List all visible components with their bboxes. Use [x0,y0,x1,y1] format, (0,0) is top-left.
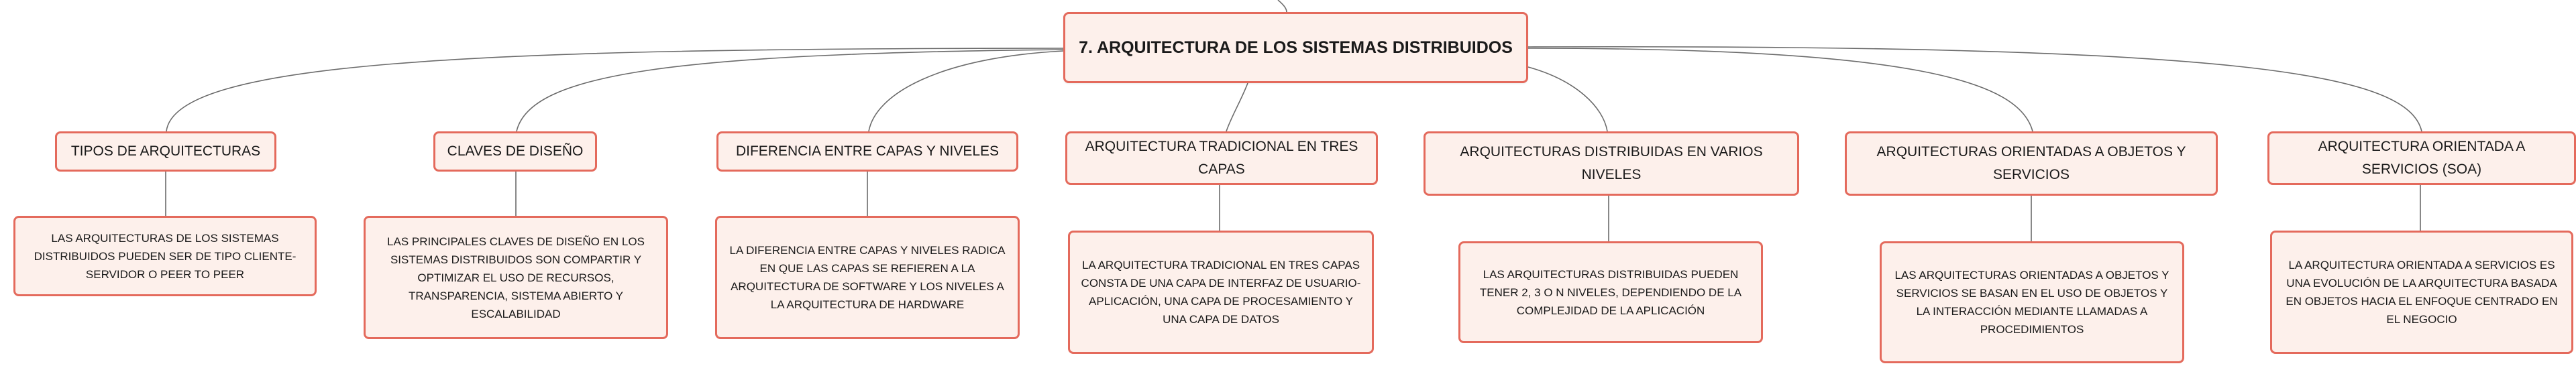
connector-root-to-topic-2 [517,50,1063,131]
description-text: LA ARQUITECTURA TRADICIONAL EN TRES CAPAS CONSTA DE UNA CAPA DE INTERFAZ DE USUARIO-APLICACIÓN, UNA CAPA DE PROCESAMIENTO Y UNA CAPA DE DATOS [1081,259,1361,326]
description-node-arquitecturas-orientadas-a-objetos-y-servicios[interactable] [1880,241,2184,363]
topic-node-arquitectura-tradicional-en-tres-capas[interactable] [1065,131,1378,185]
connector-root-to-topic-3 [869,51,1063,131]
description-text: LA ARQUITECTURA ORIENTADA A SERVICIOS ES UNA EVOLUCIÓN DE LA ARQUITECTURA BASADA EN OBJETOS HACIA EL ENFOQUE CENTRADO EN EL NEGOCIO [2286,259,2558,326]
topic-node-arquitecturas-distribuidas-en-varios-niveles[interactable] [1424,131,1799,196]
topic-title: ARQUITECTURAS ORIENTADAS A OBJETOS Y SERVICIOS [1876,144,2186,182]
topic-title: CLAVES DE DISEÑO [447,143,584,159]
topic-node-claves-de-diseno[interactable] [433,131,597,172]
topic-title: ARQUITECTURA TRADICIONAL EN TRES CAPAS [1085,139,1358,177]
topic-node-arquitecturas-orientadas-a-objetos-y-servicios[interactable] [1845,131,2218,196]
description-text: LAS PRINCIPALES CLAVES DE DISEÑO EN LOS SISTEMAS DISTRIBUIDOS SON COMPARTIR Y OPTIMIZAR EL USO DE RECURSOS, TRANSPARENCIA, SISTEMA ABIERTO Y ESCALABILIDAD [387,235,645,320]
description-node-diferencia-entre-capas-y-niveles[interactable] [715,216,1020,339]
topic-title: DIFERENCIA ENTRE CAPAS Y NIVELES [735,143,1000,159]
connector-root-incoming [1278,0,1287,12]
description-text: LAS ARQUITECTURAS ORIENTADAS A OBJETOS Y SERVICIOS SE BASAN EN EL USO DE OBJETOS Y LA INTERACCIÓN MEDIANTE LLAMADAS A PROCEDIMIENTOS [1894,269,2169,336]
topic-title: ARQUITECTURA ORIENTADA A SERVICIOS (SOA) [2318,139,2526,177]
description-node-claves-de-diseno[interactable] [364,216,668,339]
description-node-arquitectura-orientada-a-servicios-soa[interactable] [2270,231,2573,354]
topic-title: ARQUITECTURAS DISTRIBUIDAS EN VARIOS NIVELES [1460,144,1763,182]
topic-node-diferencia-entre-capas-y-niveles[interactable] [716,131,1018,172]
connector-root-to-topic-5 [1528,67,1607,131]
connector-root-to-topic-1 [166,48,1063,131]
connector-root-to-topic-7 [1528,47,2422,131]
root-title: 7. ARQUITECTURA DE LOS SISTEMAS DISTRIBUIDOS [1079,38,1513,57]
topic-node-arquitectura-orientada-a-servicios-soa[interactable] [2267,131,2576,185]
root-node[interactable] [1063,12,1528,83]
description-node-tipos-de-arquitecturas[interactable] [13,216,317,296]
connector-root-to-topic-4 [1226,83,1248,131]
description-node-arquitecturas-distribuidas-en-varios-niveles[interactable] [1458,241,1763,343]
description-text: LAS ARQUITECTURAS DISTRIBUIDAS PUEDEN TENER 2, 3 O N NIVELES, DEPENDIENDO DE LA COMPLEJIDAD DE LA APLICACIÓN [1479,267,1742,317]
topic-node-tipos-de-arquitecturas[interactable] [55,131,276,172]
topic-title: TIPOS DE ARQUITECTURAS [70,143,261,159]
description-text: LA DIFERENCIA ENTRE CAPAS Y NIVELES RADICA EN QUE LAS CAPAS SE REFIEREN A LA ARQUITECTURA DE SOFTWARE Y LOS NIVELES A LA ARQUITECTURA DE HARDWARE [729,244,1006,311]
description-node-arquitectura-tradicional-en-tres-capas[interactable] [1068,231,1374,354]
description-text: LAS ARQUITECTURAS DE LOS SISTEMAS DISTRIBUIDOS PUEDEN SER DE TIPO CLIENTE-SERVIDOR O PEER TO PEER [34,231,297,281]
